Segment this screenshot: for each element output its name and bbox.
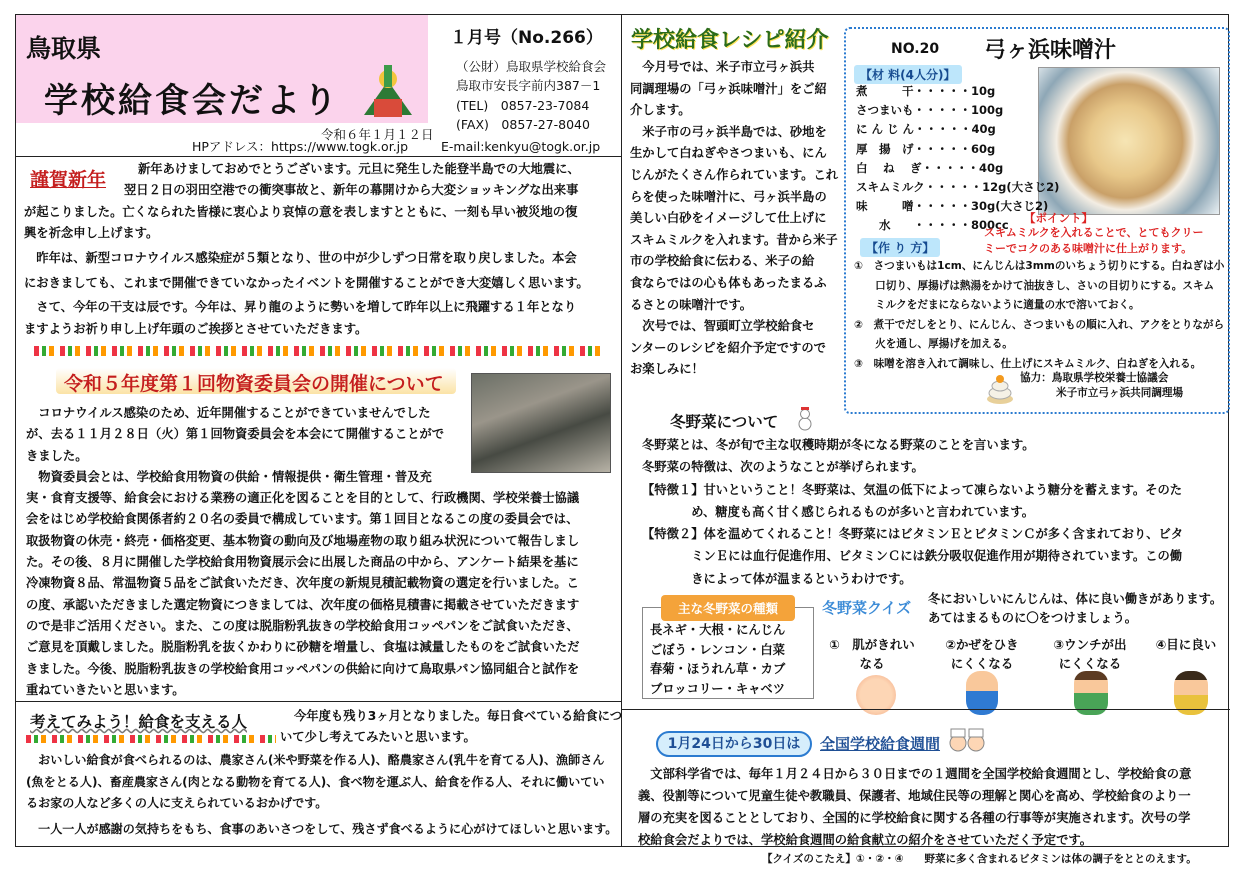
recipe-intro-line: らを使った味噌汁に、弓ヶ浜半島の bbox=[630, 189, 827, 204]
column-divider bbox=[621, 15, 622, 846]
think-heading: 考えてみよう！給食を支える人 bbox=[30, 713, 248, 731]
ingredient-item: スキムミルク・・・・・12g(大さじ2) bbox=[856, 180, 1060, 195]
quiz-answer-footer: 【クイズのこたえ】①・②・④ 野菜に多く含まれるビタミンは体の調子をととのえます。 bbox=[762, 853, 1197, 865]
newyear-line-2: 翌日２日の羽田空港での衝突事故と、新年の幕開けから大変ショッキングな出来事 bbox=[124, 183, 579, 197]
think-line: おいしい給食が食べられるのは、農家さん(米や野菜を作る人)、酪農家さん(乳牛を育てる人)、漁師さん bbox=[26, 753, 605, 767]
winterveg-text bbox=[642, 434, 1183, 590]
lunch-chef-icon bbox=[946, 725, 988, 755]
recipe-intro-line: お楽しみに！ bbox=[630, 362, 704, 377]
committee-line: 会をはじめ学校給食関係者約２０名の委員で構成しています。第１回目となるこの度の委員会では、 bbox=[26, 512, 579, 527]
credit-line-1: 協力：鳥取県学校栄養士協議会 bbox=[1020, 372, 1169, 384]
newyear-line-8: ますようお祈り申し上げ年頭のご挨拶とさせていただきます。 bbox=[24, 322, 368, 336]
winterveg-line: 【特徴２】体を温めてくれること！冬野菜にはビタミンＥとビタミンＣが多く含まれており、ビタ bbox=[642, 527, 1184, 542]
newyear-line-4: 興を祈念申し上げます。 bbox=[24, 226, 159, 240]
winterveg-line: ミンＥには血行促進作用、ビタミンＣには鉄分吸収促進作用が期待されています。この働 bbox=[642, 549, 1183, 564]
committee-line: きました。今後、脱脂粉乳抜きの学校給食用コッペパンの供給に向けて鳥取県パン協同組合と試作を bbox=[26, 661, 580, 676]
quiz-question bbox=[928, 590, 1222, 628]
email-link[interactable]: E-mail:kenkyu@togk.or.jp bbox=[441, 139, 601, 154]
recipe-intro-line: ンターのレシピを紹介予定ですので bbox=[630, 340, 826, 355]
committee-line: た。その後、８月に開催した学校給食用物資展示会に出展した商品の中から、アンケート結果を基に bbox=[26, 555, 579, 570]
winterveg-line: 冬野菜とは、冬が旬で主な収穫時期が冬になる野菜のことを言います。 bbox=[642, 438, 1035, 452]
recipe-intro-line: じんがたくさん作られています。これ bbox=[630, 167, 839, 182]
divider bbox=[16, 156, 621, 157]
winterveg-line: きによって体が温まるというわけです。 bbox=[642, 571, 912, 586]
recipe-photo bbox=[1038, 67, 1220, 215]
recipe-intro-line: 今月号では、米子市立弓ヶ浜共 bbox=[630, 60, 815, 74]
think-line: (魚をとる人)、畜産農家さん(肉となる動物を育てる人)、食べ物を運ぶ人、給食を作る人、それに働いてい bbox=[26, 774, 605, 789]
winterveg-line: め、糖度も高く甘く感じられるものが多いと言われています。 bbox=[642, 504, 1035, 519]
quiz-title: 冬野菜クイズ bbox=[822, 599, 912, 617]
think-intro-2: いて少し考えてみたいと思います。 bbox=[280, 730, 476, 744]
publisher-tel: (TEL) 0857-23-7084 bbox=[456, 97, 590, 113]
veg-types-line: ごぼう・レンコン・白菜 bbox=[650, 642, 785, 657]
recipe-number: NO.20 bbox=[891, 41, 940, 57]
committee-line: コロナウイルス感染のため、近年開催することができていませんでした bbox=[26, 406, 431, 420]
recipe-intro-line: 介します。 bbox=[630, 103, 691, 118]
week-text bbox=[638, 763, 1191, 851]
committee-text bbox=[26, 403, 579, 701]
recipe-intro-line: 美しい白砂をイメージして仕上げに bbox=[630, 211, 827, 226]
method-step: ミルクをだまにならないように適量の水で溶いておく。 bbox=[854, 299, 1140, 311]
week-line: 文部科学省では、毎年１月２４日から３０日までの１週間を全国学校給食週間とし、学校給食の意 bbox=[638, 767, 1192, 781]
committee-line: 重ねていきたいと思います。 bbox=[26, 682, 185, 697]
recipe-intro-line: 食ならではの心も体もあったまるふ bbox=[630, 275, 827, 290]
veg-types-line: 長ネギ・大根・にんじん bbox=[650, 623, 786, 637]
recipe-name: 弓ヶ浜味噌汁 bbox=[984, 38, 1117, 63]
committee-line: ご意見を頂戴しました。脱脂粉乳を抜くかわりに砂糖を増量し、食塩は減量したものをご試食いただ bbox=[26, 640, 580, 655]
recipe-intro-line: 同調理場の「弓ヶ浜味噌汁」をご紹 bbox=[630, 81, 827, 96]
veg-types-line: 春菊・ほうれん草・カブ bbox=[650, 662, 786, 676]
method-step: ① さつまいもは1cm、にんじんは3mmのいちょう切りにする。白ねぎは小 bbox=[854, 260, 1225, 272]
week-heading: 全国学校給食週間 bbox=[820, 735, 941, 753]
issue-date: 令和６年１月１２日 bbox=[321, 127, 434, 142]
recipe-intro-line: 米子市の弓ヶ浜半島では、砂地を bbox=[630, 124, 827, 139]
point-text bbox=[984, 225, 1203, 256]
ingredients-label: 【材 料(4人分)】 bbox=[854, 65, 962, 84]
prefecture-name: 鳥取県 bbox=[26, 34, 102, 63]
quiz-option-4[interactable]: ④目に良い bbox=[1155, 637, 1217, 652]
newyear-line-1: 新年あけましておめでとうございます。元旦に発生した能登半島での大地震に、 bbox=[138, 162, 580, 176]
quiz-question-line-2: あてはまるものに〇をつけましょう。 bbox=[928, 611, 1138, 625]
committee-line: の度、承認いただきました選定物資につきましては、次年度の価格見積書に掲載させていただきます bbox=[26, 597, 580, 612]
publisher-fax: (FAX) 0857-27-8040 bbox=[456, 117, 590, 133]
winterveg-line: 【特徴１】甘いということ！冬野菜は、気温の低下によって凍らないよう糖分を蓄えます。そのた bbox=[642, 482, 1183, 497]
week-line: 校給食会だよりでは、学校給食週間の給食献立の紹介をさせていただく予定です。 bbox=[638, 833, 1093, 847]
publisher-info bbox=[456, 57, 606, 135]
newyear-line-3: が起こりました。亡くなられた皆様に衷心より哀悼の意を表しますとともに、一刻も早い被災地の復 bbox=[24, 205, 578, 219]
committee-line: 冷凍物資８品、常温物資５品をご試食いただき、次年度の新規見積記載物資の選定を行いました。こ bbox=[26, 576, 579, 591]
newsletter-page bbox=[15, 14, 1229, 847]
think-intro-1: 今年度も残り3ヶ月となりました。毎日食べている給食につ bbox=[294, 709, 623, 723]
veg-types-label: 主な冬野菜の種類 bbox=[661, 595, 795, 621]
newyear-line-5: 昨年は、新型コロナウイルス感染症が５類となり、世の中が少しずつ日常を取り戻しました。本会 bbox=[24, 251, 577, 265]
decorative-border bbox=[26, 735, 276, 743]
committee-line: ので是非ご活用ください。また、この度は脱脂粉乳抜きの学校給食用コッペパンをご試食いただき、 bbox=[26, 618, 579, 633]
newyear-heading: 謹賀新年 bbox=[30, 169, 107, 191]
week-date-pill: 1月24日から30日は bbox=[656, 731, 812, 757]
winterveg-heading: 冬野菜について bbox=[670, 413, 779, 431]
method-step: 火を通し、厚揚げを加える。 bbox=[854, 338, 1013, 350]
issue-number: １月号（No.266） bbox=[450, 28, 603, 48]
recipe-intro-line: 生かして白ねぎやさつまいも、にん bbox=[630, 146, 827, 161]
divider bbox=[621, 709, 1230, 710]
newsletter-title: 学校給食会だより bbox=[44, 81, 340, 121]
recipe-intro bbox=[630, 57, 838, 381]
quiz-option-3[interactable]: ③ウンチが出 にくくなる bbox=[1053, 637, 1127, 671]
committee-line: 実・食育支援等、給食会における業務の適正化を図ることを目的として、行政機関、学校栄養士協議 bbox=[26, 491, 580, 506]
point-line: ミーでコクのある味噌汁に仕上がります。 bbox=[984, 241, 1193, 255]
quiz-option-1[interactable]: ① 肌がきれい なる bbox=[829, 637, 915, 671]
ingredient-item: 味 噌・・・・・30g(大さじ2) bbox=[856, 199, 1049, 214]
recipe-intro-line: スキムミルクを入れます。昔から米子 bbox=[630, 232, 838, 247]
committee-heading: 令和５年度第１回物資委員会の開催について bbox=[64, 373, 444, 395]
publisher-org: （公財）鳥取県学校給食会 bbox=[456, 59, 607, 74]
committee-line: 取扱物資の休売・終売・価格変更、基本物資の動向及び地場産物の取り組み状況について報告しまし bbox=[26, 533, 580, 548]
divider bbox=[16, 701, 621, 702]
ingredient-item: 白 ね ぎ・・・・・40g bbox=[856, 160, 1004, 175]
week-line: 層の充実を図ることとしており、全国的に学校給食に関する各種の行事等が実施されます。次号の学 bbox=[638, 811, 1191, 825]
method-step: ② 煮干でだしをとり、にんじん、さつまいもの順に入れ、アクをとりながら bbox=[854, 318, 1225, 331]
decorative-border bbox=[34, 346, 604, 356]
point-line: スキムミルクを入れることで、とてもクリー bbox=[984, 226, 1204, 239]
method-label: 【作 り 方】 bbox=[860, 238, 940, 257]
method-steps bbox=[854, 257, 1224, 374]
week-line: 義、役割等について児童生徒や教職員、保護者、地域住民等の理解と関心を高め、学校給食のより一 bbox=[638, 789, 1191, 803]
winterveg-line: 冬野菜の特徴は、次のようなことが挙げられます。 bbox=[642, 460, 924, 475]
recipe-intro-line: 市の学校給食に伝わる、米子の給 bbox=[630, 254, 815, 269]
think-line: るお家の人など多くの人に支えられているおかげです。 bbox=[26, 796, 328, 810]
think-line: 一人一人が感謝の気持ちをもち、食事のあいさつをして、残さず食べるように心がけてほしいと思います。 bbox=[26, 821, 618, 836]
credit-line-2: 米子市立弓ヶ浜共同調理場 bbox=[1056, 387, 1184, 399]
think-text bbox=[26, 750, 617, 840]
recipe-intro-line: 次号では、智頭町立学校給食セ bbox=[630, 319, 815, 334]
point-label: 【ポイント】 bbox=[1024, 211, 1093, 225]
newyear-line-6: におきましても、これまで開催できていなかったイベントを開催することができ大変嬉しく思います。 bbox=[24, 276, 589, 290]
snowman-icon bbox=[794, 407, 816, 431]
newyear-line-7: さて、今年の干支は辰です。今年は、昇り龍のように勢いを増して昨年以上に飛躍する１年となり bbox=[24, 300, 577, 314]
ingredient-item: 煮 干・・・・・10g bbox=[856, 84, 996, 98]
quiz-question-line-1: 冬においしいにんじんは、体に良い働きがあります。 bbox=[928, 592, 1223, 606]
ingredient-item: 厚 揚 げ・・・・・60g bbox=[856, 141, 996, 156]
ingredient-item: に ん じ ん・・・・・40g bbox=[856, 122, 996, 137]
committee-line: 物資委員会とは、学校給食用物資の供給・情報提供・衛生管理・普及充 bbox=[26, 469, 432, 484]
kagami-mochi-icon bbox=[984, 373, 1016, 405]
ingredient-item: さつまいも・・・・・100g bbox=[856, 103, 1004, 118]
recipe-credit bbox=[1020, 371, 1183, 401]
method-step: ③ 味噌を溶き入れて調味し、仕上げにスキムミルク、白ねぎを入れる。 bbox=[854, 357, 1202, 370]
recipe-section-title: 学校給食レシピ紹介 bbox=[631, 28, 829, 53]
new-year-ornament-icon bbox=[354, 63, 422, 121]
publisher-address: 鳥取市安長字前内387－1 bbox=[456, 78, 601, 94]
committee-line: きました。 bbox=[26, 448, 88, 463]
committee-line: が、去る１１月２８日（火）第１回物資委員会を本会にて開催することがで bbox=[26, 427, 445, 442]
quiz-option-2[interactable]: ②かぜをひき にくくなる bbox=[945, 637, 1019, 671]
homepage-link[interactable]: HPアドレス：https://www.togk.or.jp bbox=[192, 139, 409, 154]
veg-types-list bbox=[650, 621, 785, 699]
ingredient-item: 水 ・・・・・800cc bbox=[856, 218, 1009, 233]
recipe-intro-line: るさとの味噌汁です。 bbox=[630, 297, 752, 312]
method-step: 口切り、厚揚げは熱湯をかけて油抜きし、さいの目切りにする。スキム bbox=[854, 279, 1215, 292]
veg-types-line: ブロッコリー・キャベツ bbox=[650, 681, 786, 696]
